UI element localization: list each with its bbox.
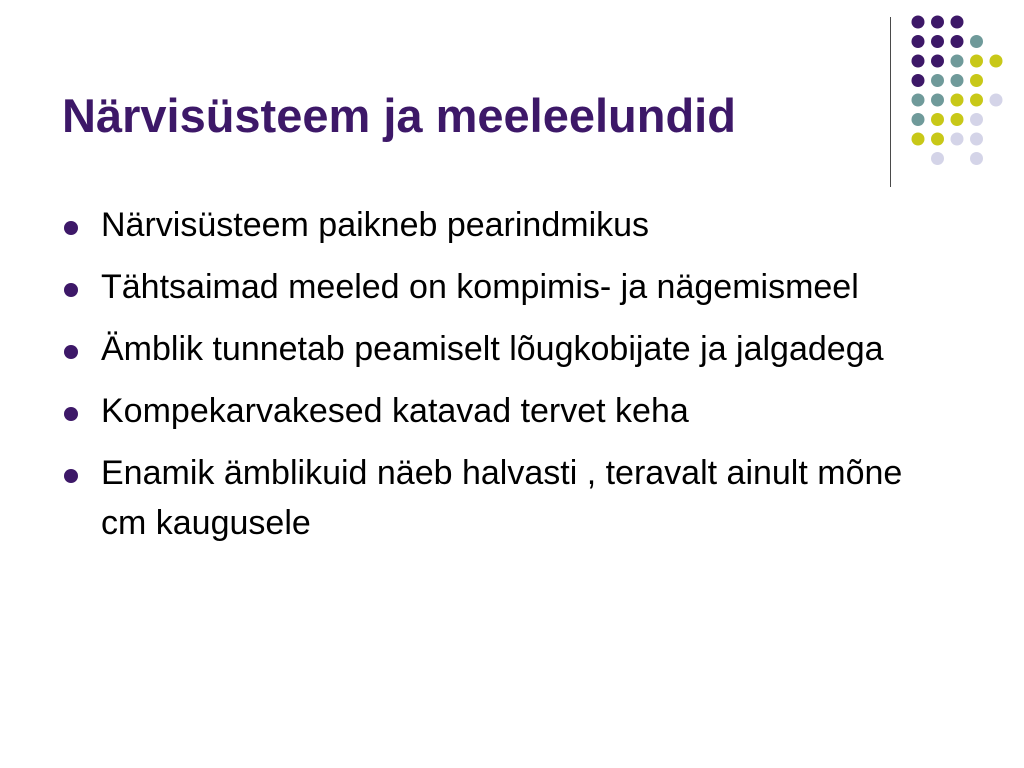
- decorative-dot: [912, 55, 925, 68]
- decorative-dot: [990, 94, 1003, 107]
- bullet-item: [60, 324, 940, 374]
- decorative-dot: [951, 16, 964, 29]
- bullet-item: [60, 200, 940, 250]
- decorative-dot: [912, 16, 925, 29]
- decorative-dot: [951, 74, 964, 87]
- decorative-dot: [970, 35, 983, 48]
- decorative-dot: [951, 35, 964, 48]
- bullet-text: Tähtsaimad meeled on kompimis- ja nägemismeel: [101, 268, 859, 306]
- bullet-dot-icon: [64, 283, 78, 297]
- bullet-text: Kompekarvakesed katavad tervet keha: [101, 392, 689, 430]
- decorative-dot: [970, 74, 983, 87]
- decorative-dot: [931, 16, 944, 29]
- title-divider-line: [890, 17, 891, 187]
- decorative-dot: [990, 55, 1003, 68]
- decorative-dot: [951, 133, 964, 146]
- decorative-dot: [951, 55, 964, 68]
- decorative-dot: [970, 94, 983, 107]
- decorative-dot: [912, 133, 925, 146]
- decorative-dot: [970, 133, 983, 146]
- bullet-item: [60, 448, 940, 548]
- decorative-dot: [912, 94, 925, 107]
- decorative-dot: [931, 133, 944, 146]
- decorative-dot: [912, 35, 925, 48]
- decorative-dot: [931, 74, 944, 87]
- bullet-text: Ämblik tunnetab peamiselt lõugkobijate ja jalgadega: [101, 330, 884, 368]
- bullet-dot-icon: [64, 407, 78, 421]
- decorative-dot: [931, 152, 944, 165]
- bullet-item: [60, 262, 940, 312]
- decorative-dot: [931, 55, 944, 68]
- slide-title: Närvisüsteem ja meeleelundid: [62, 89, 736, 142]
- decorative-dot: [931, 113, 944, 126]
- decorative-dot: [970, 55, 983, 68]
- decorative-dot: [951, 113, 964, 126]
- bullet-dot-icon: [64, 469, 78, 483]
- decorative-dot: [931, 35, 944, 48]
- decorative-dot: [970, 152, 983, 165]
- decorative-dot: [912, 74, 925, 87]
- decorative-dot: [912, 113, 925, 126]
- bullet-text: Närvisüsteem paikneb pearindmikus: [101, 206, 650, 244]
- bullet-dot-icon: [64, 221, 78, 235]
- bullet-dot-icon: [64, 345, 78, 359]
- bullet-text: Enamik ämblikuid näeb halvasti , teravalt ainult mõne cm kaugusele: [101, 454, 903, 542]
- bullet-list: [60, 200, 940, 560]
- bullet-item: [60, 386, 940, 436]
- decorative-dot: [931, 94, 944, 107]
- decorative-dot: [951, 94, 964, 107]
- decorative-dot: [970, 113, 983, 126]
